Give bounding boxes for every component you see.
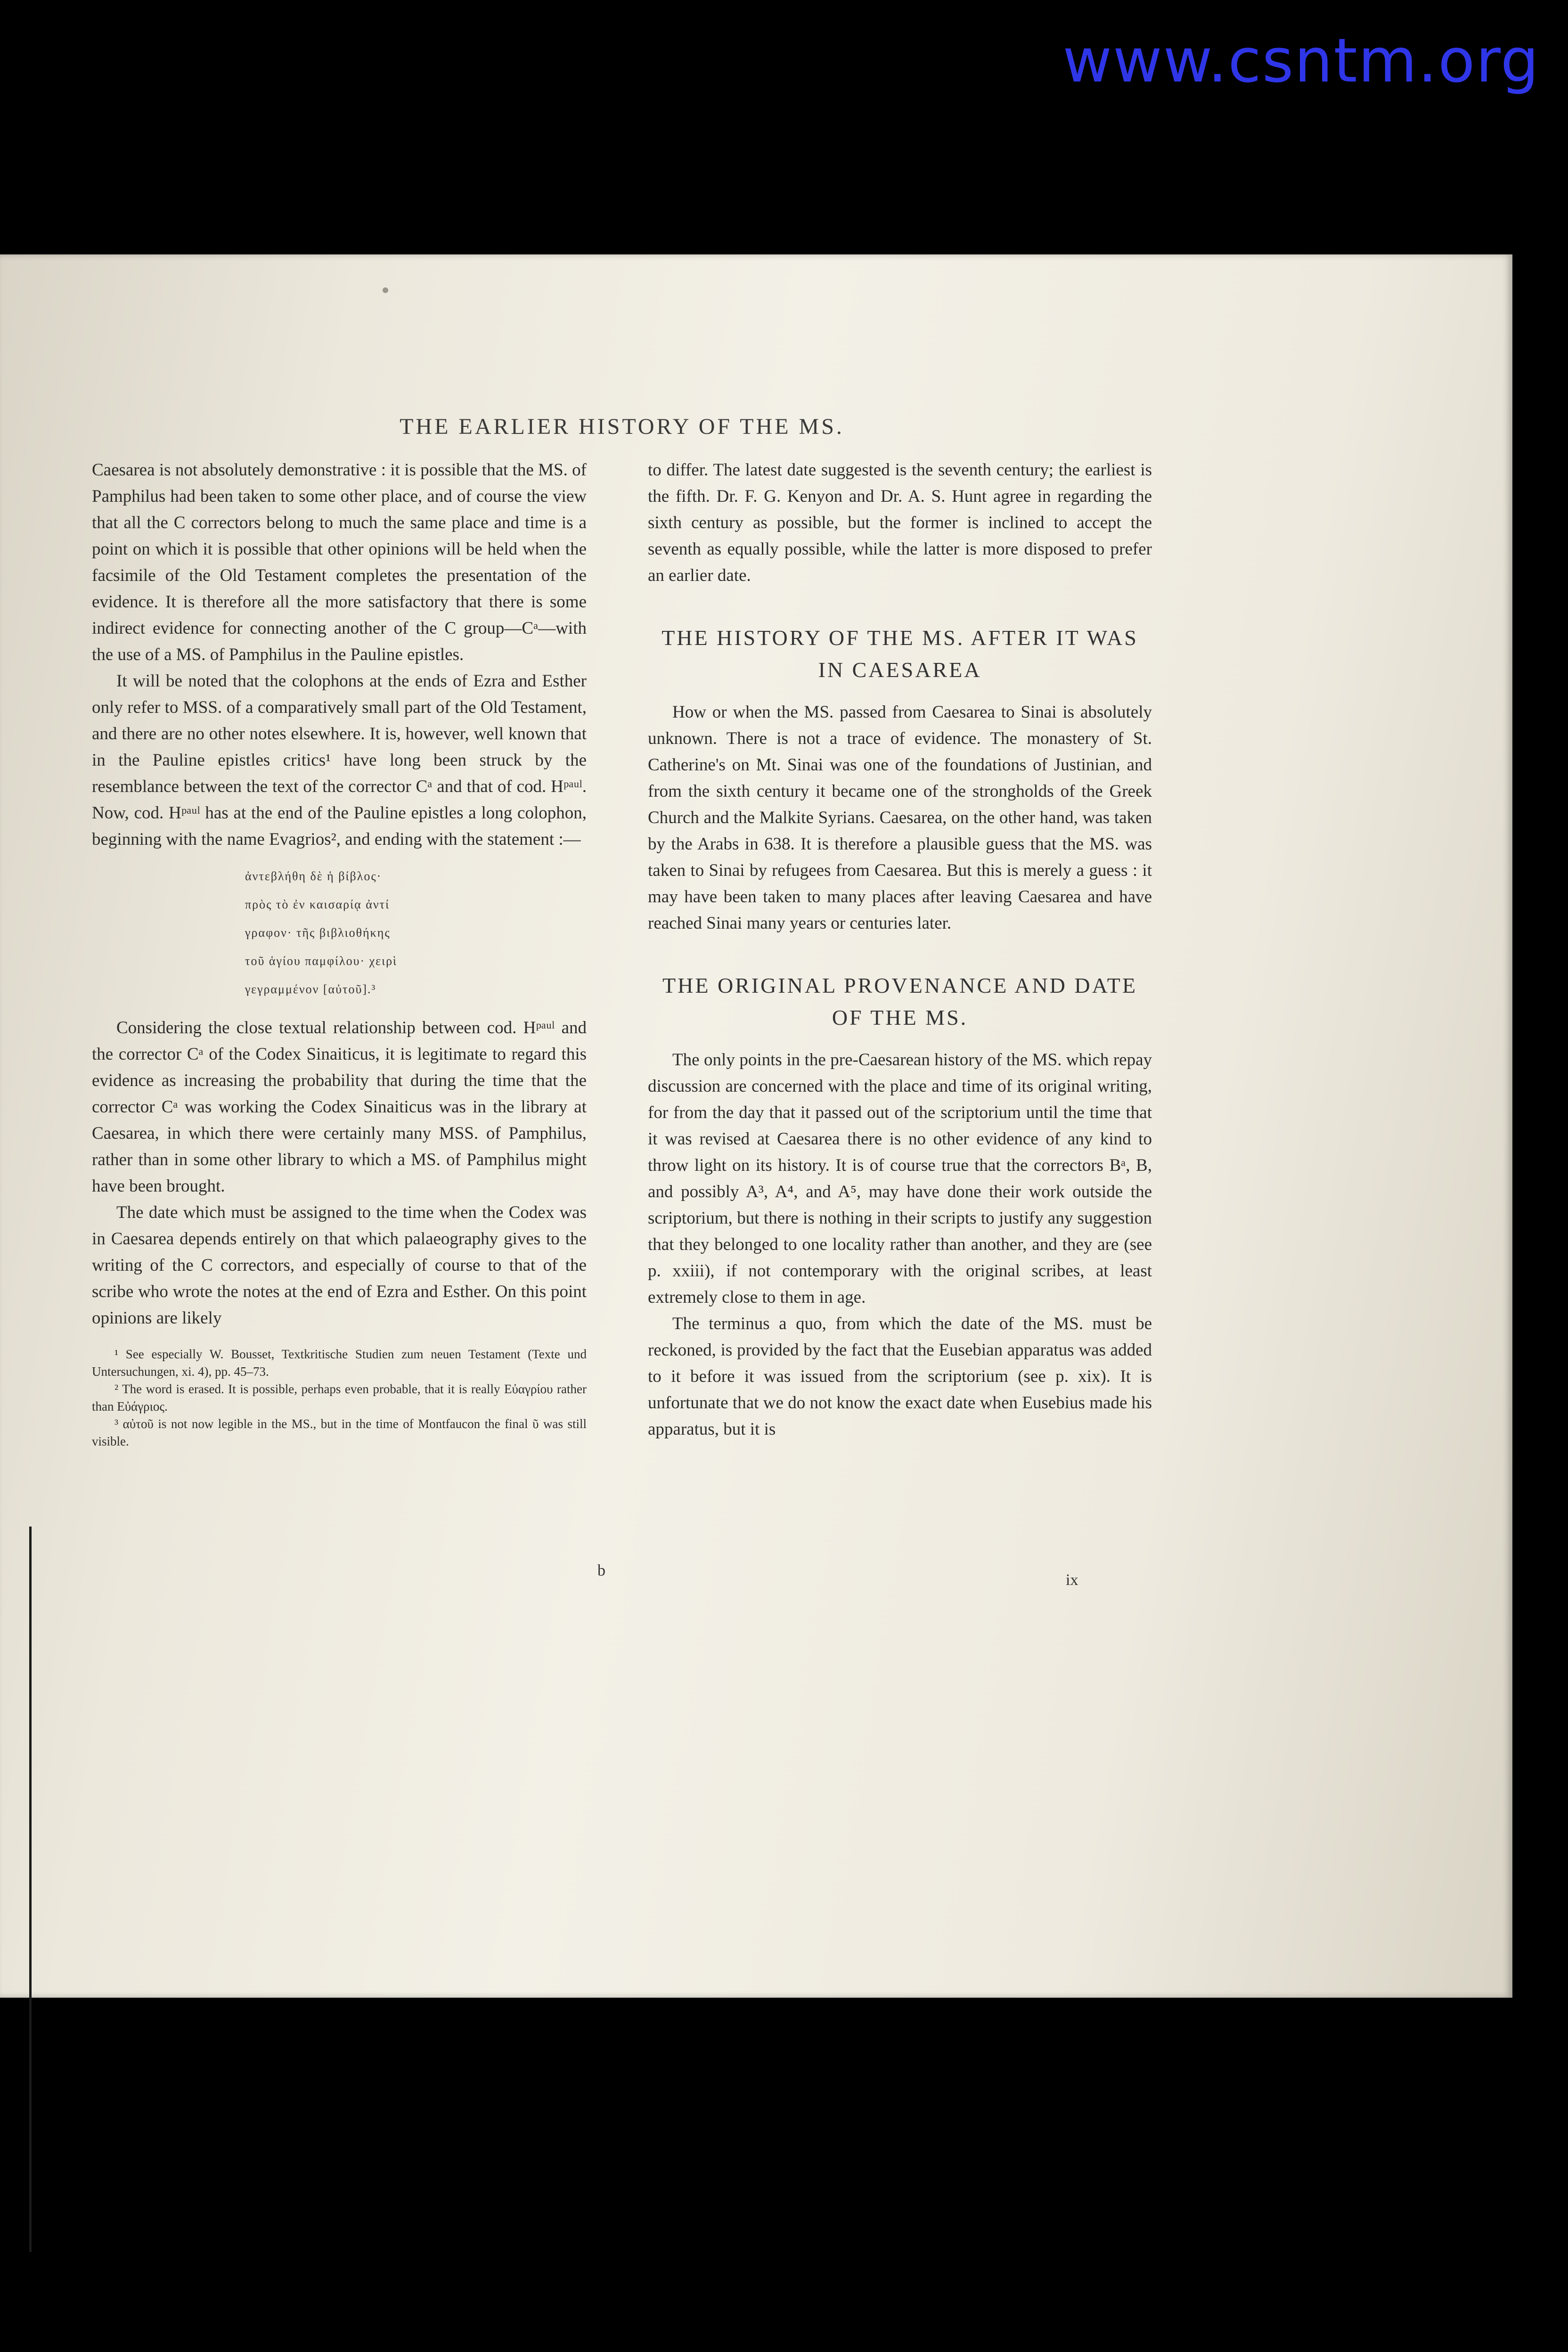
page-number: ix bbox=[1066, 1571, 1078, 1589]
greek-line: πρὸς τὸ ἐν καισαρίᾳ ἀντί bbox=[245, 898, 390, 911]
signature-mark: b bbox=[597, 1562, 605, 1579]
greek-colophon bbox=[245, 862, 587, 1004]
section-heading-history-after-caesarea: THE HISTORY OF THE MS. AFTER IT WAS IN CAESAREA bbox=[662, 626, 1138, 682]
greek-line: γραφον· τῆς βιβλιοθήκης bbox=[245, 926, 391, 939]
left-paragraph-4: The date which must be assigned to the time when the Codex was in Caesarea depends entirely on that which palaeography gives to the writing of the C correctors, and especially of course to that of the scribe who wrote the notes at the end of Ezra and Esther. On this point opinions are likely bbox=[92, 1203, 587, 1328]
running-head: THE EARLIER HISTORY OF THE MS. bbox=[400, 414, 844, 439]
footnote-1: ¹ See especially W. Bousset, Textkritische Studien zum neuen Testament (Texte und Untersuchungen, xi. 4), pp. 45–73. bbox=[92, 1347, 587, 1379]
section-heading-original-provenance: THE ORIGINAL PROVENANCE AND DATE OF THE MS. bbox=[662, 973, 1137, 1029]
left-paragraph-2: It will be noted that the colophons at the ends of Ezra and Esther only refer to MSS. of a comparatively small part of the Old Testament, and there are no other notes elsewhere. It is, however, well known that in the Pauline epistles critics¹ have long been struck by the resemblance between the text of the corrector Cᵃ and that of cod. Hᵖᵃᵘˡ. Now, cod. Hᵖᵃᵘˡ has at the end of the Pauline epistles a long colophon, beginning with the name Evagrios², and ending with the statement :— bbox=[92, 671, 587, 849]
csntm-watermark: www.csntm.org bbox=[1062, 26, 1540, 96]
manuscript-page bbox=[0, 254, 1512, 1998]
greek-line: γεγραμμένον [αὐτοῦ].³ bbox=[245, 982, 376, 996]
right-paragraph-3: The only points in the pre-Caesarean history of the MS. which repay discussion are concerned with the place and time of its original writing, for from the day that it passed out of the scriptorium until the time that it was revised at Caesarea there is no other evidence of any kind to throw light on its history. It is of course true that the correctors Bᵃ, B, and possibly A³, A⁴, and A⁵, may have done their work outside the scriptorium, but there is nothing in their scripts to justify any suggestion that they belonged to one locality rather than another, and they are (see p. xxiii), if not contemporary with the original scribes, at least extremely close to them in age. bbox=[648, 1050, 1152, 1307]
right-paragraph-2: How or when the MS. passed from Caesarea to Sinai is absolutely unknown. There is not a trace of evidence. The monastery of St. Catherine's on Mt. Sinai was one of the foundations of Justinian, and from the sixth century it became one of the strongholds of the Greek Church and the Malkite Syrians. Caesarea, on the other hand, was taken by the Arabs in 638. It is therefore a plausible guess that the MS. was taken to Sinai by refugees from Caesarea. But this is merely a guess : it may have been taken to many places after leaving Caesarea and have reached Sinai many years or centuries later. bbox=[648, 702, 1152, 933]
left-column bbox=[92, 457, 587, 1450]
right-paragraph-4: The terminus a quo, from which the date of the MS. must be reckoned, is provided by the fact that the Eusebian apparatus was added to it before it was issued from the scriptorium (see p. xix). It is unfortunate that we do not know the exact date when Eusebius made his apparatus, but it is bbox=[648, 1314, 1152, 1439]
left-paragraph-3: Considering the close textual relationship between cod. Hᵖᵃᵘˡ and the corrector Cᵃ of the Codex Sinaiticus, it is legitimate to regard this evidence as increasing the probability that during the time that the corrector Cᵃ was working the Codex Sinaiticus was in the library at Caesarea, in which there were certainly many MSS. of Pamphilus, rather than in some other library to which a MS. of Pamphilus might have been brought. bbox=[92, 1018, 587, 1196]
footnote-3: ³ αὐτοῦ is not now legible in the MS., but in the time of Montfaucon the final ῦ was still visible. bbox=[92, 1417, 587, 1448]
greek-line: τοῦ ἁγίου παμφίλου· χειρὶ bbox=[245, 954, 398, 968]
greek-line: ἀντεβλήθη δὲ ἡ βίβλος· bbox=[245, 869, 382, 883]
left-paragraph-1: Caesarea is not absolutely demonstrative : it is possible that the MS. of Pamphilus had been taken to some other place, and of course the view that all the C correctors belong to much the same place and time is a point on which it is possible that other opinions will be held when the facsimile of the Old Testament completes the presentation of the evidence. It is therefore all the more satisfactory that there is some indirect evidence for connecting another of the C group—Cᵃ—with the use of a MS. of Pamphilus in the Pauline epistles. bbox=[92, 460, 587, 664]
footnotes bbox=[92, 1346, 587, 1450]
right-column bbox=[648, 457, 1152, 1443]
torn-page-edge bbox=[29, 1527, 46, 2252]
right-paragraph-1: to differ. The latest date suggested is the seventh century; the earliest is the fifth. Dr. F. G. Kenyon and Dr. A. S. Hunt agree in regarding the sixth century as possible, but the former is inclined to accept the seventh as equally possible, while the latter is more disposed to prefer an earlier date. bbox=[648, 460, 1152, 585]
paper-speck bbox=[383, 287, 388, 293]
footnote-2: ² The word is erased. It is possible, perhaps even probable, that it is really Εὐαγρίου rather than Εὐάγριος. bbox=[92, 1382, 587, 1413]
